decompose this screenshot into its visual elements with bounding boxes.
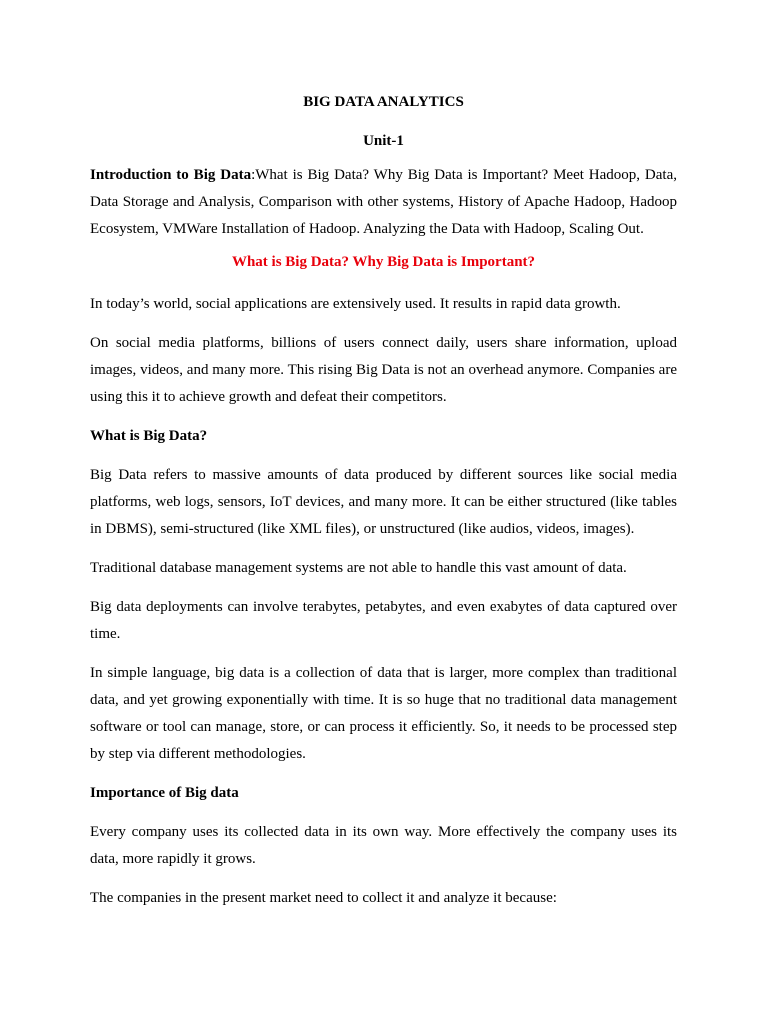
heading-what-is-big-data: What is Big Data? bbox=[90, 428, 208, 444]
paragraph-simple-language: In simple language, big data is a collection of data that is larger, more complex than traditional data, and yet growing exponentially with time. It is so huge that no traditional data management software or tool can manage, store, or can process it efficiently. So, it needs to be processed step by step via different methodologies. bbox=[90, 665, 677, 762]
intro-label: Introduction to Big Data bbox=[90, 167, 252, 183]
unit-heading: Unit-1 bbox=[363, 133, 404, 149]
heading-importance: Importance of Big data bbox=[90, 785, 239, 801]
intro-paragraph bbox=[90, 162, 677, 243]
section-heading: What is Big Data? Why Big Data is Important? bbox=[231, 254, 536, 270]
paragraph-traditional-dbms: Traditional database management systems are not able to handle this vast amount of data. bbox=[90, 560, 627, 576]
paragraph-company-usage: Every company uses its collected data in its own way. More effectively the company uses its data, more rapidly it grows. bbox=[90, 824, 677, 867]
paragraph-market-need: The companies in the present market need to collect it and analyze it because: bbox=[90, 890, 557, 906]
paragraph-social-apps: In today’s world, social applications are extensively used. It results in rapid data growth. bbox=[90, 296, 621, 312]
paragraph-deployments: Big data deployments can involve terabytes, petabytes, and even exabytes of data captured over time. bbox=[90, 599, 677, 642]
paragraph-social-media: On social media platforms, billions of users connect daily, users share information, upload images, videos, and many more. This rising Big Data is not an overhead anymore. Companies are using this it to achieve growth and defeat their competitors. bbox=[90, 335, 677, 405]
document-page bbox=[90, 92, 677, 924]
document-title: BIG DATA ANALYTICS bbox=[303, 94, 464, 110]
intro-text: :What is Big Data? Why Big Data is Important? Meet Hadoop, Data, Data Storage and Analysis, Comparison with other systems, History of Apache Hadoop, Hadoop Ecosystem, VMWare Installation of Hadoop. Analyzing the Data with Hadoop, Scaling Out. bbox=[90, 167, 677, 237]
paragraph-big-data-definition: Big Data refers to massive amounts of data produced by different sources like social media platforms, web logs, sensors, IoT devices, and many more. It can be either structured (like tables in DBMS), semi-structured (like XML files), or unstructured (like audios, videos, images). bbox=[90, 467, 677, 537]
